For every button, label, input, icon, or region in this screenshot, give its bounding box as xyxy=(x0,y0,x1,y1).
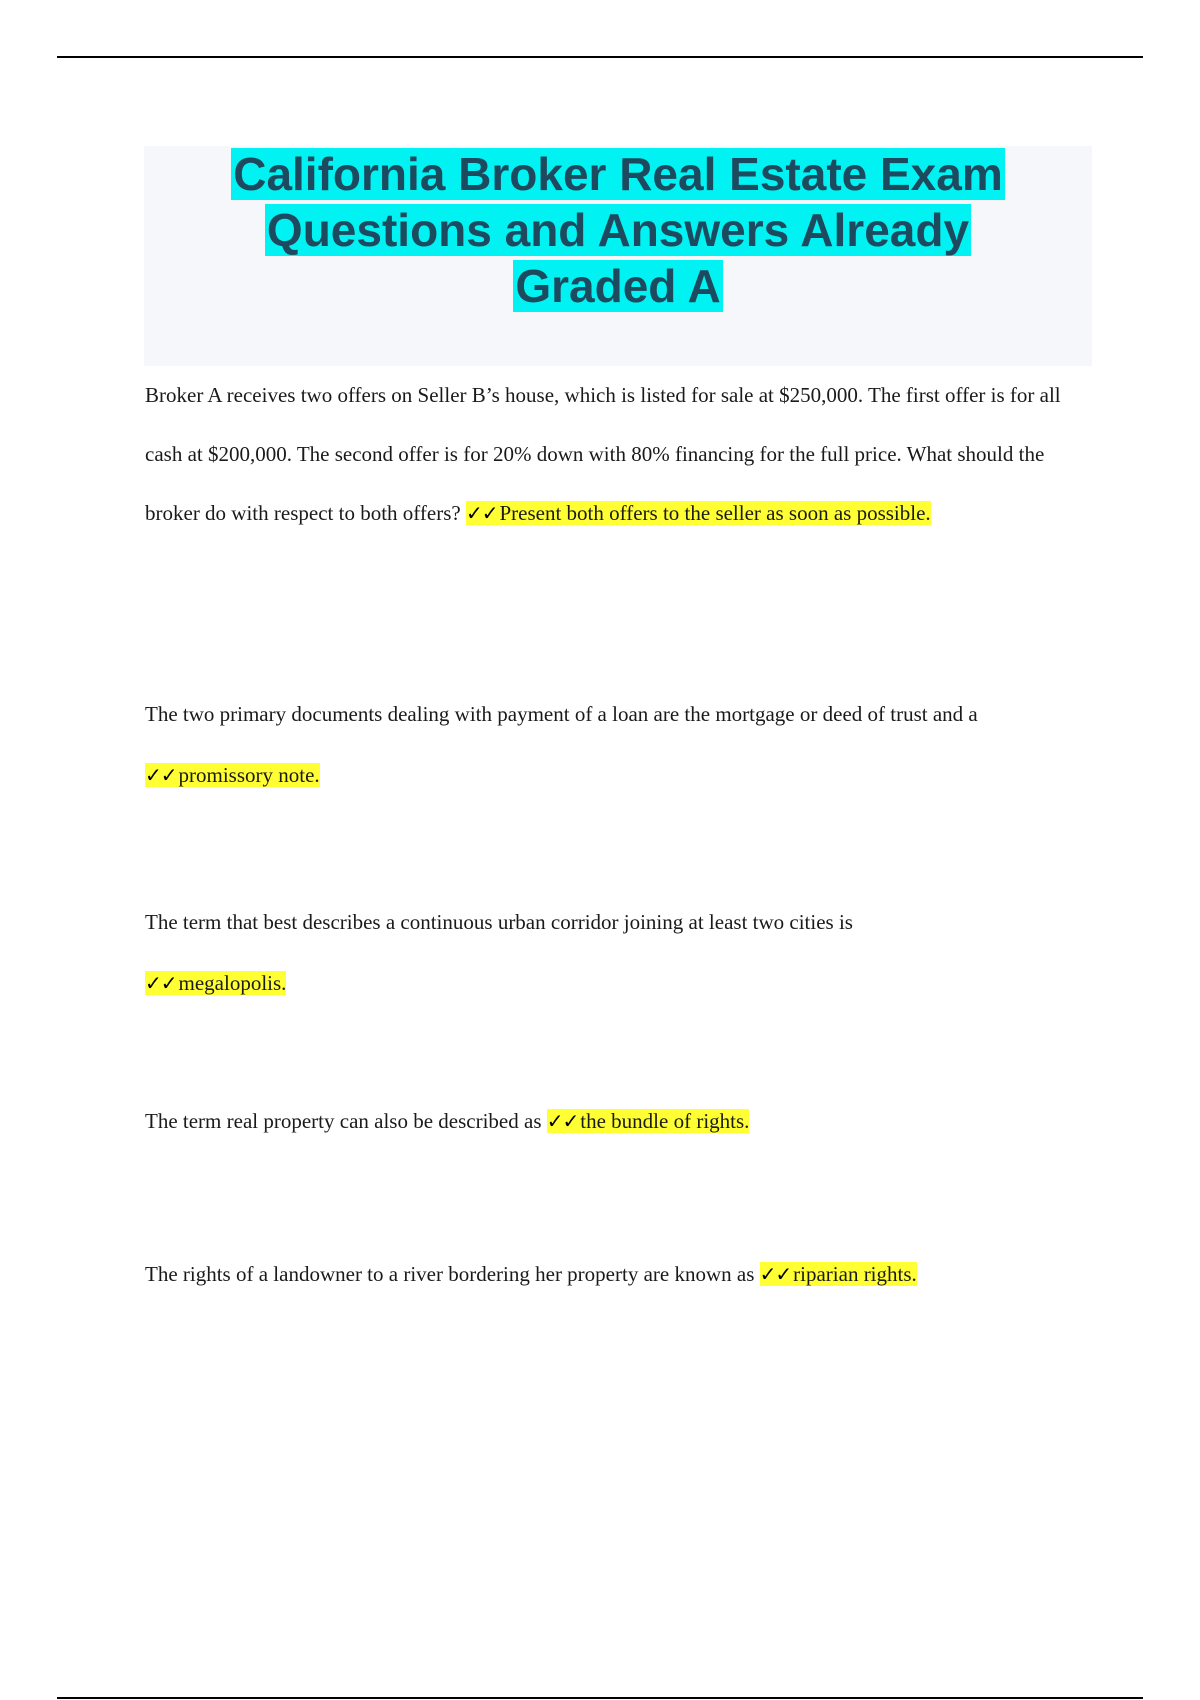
qa-item-2 xyxy=(145,684,1095,806)
answer-highlight xyxy=(145,971,286,995)
double-check-icon: ✓✓ xyxy=(145,763,177,787)
answer-text: the bundle of rights. xyxy=(580,1109,750,1133)
qa-item-1 xyxy=(145,366,1095,543)
document-title xyxy=(144,146,1092,314)
answer-highlight xyxy=(145,763,320,787)
double-check-icon: ✓✓ xyxy=(759,1262,792,1286)
answer-highlight xyxy=(547,1109,750,1133)
title-line-3: Graded A xyxy=(515,260,721,312)
double-check-icon: ✓✓ xyxy=(145,971,177,995)
title-line-1: California Broker Real Estate Exam xyxy=(233,148,1003,200)
qa-item-4 xyxy=(145,1094,1095,1148)
question-text: The two primary documents dealing with payment of a loan are the mortgage or deed of trust and a xyxy=(145,702,978,726)
title-block xyxy=(144,146,1092,366)
answer-text: Present both offers to the seller as soon as possible. xyxy=(499,501,931,525)
qa-item-3 xyxy=(145,892,1095,1014)
top-divider xyxy=(57,56,1143,58)
title-line-2: Questions and Answers Already xyxy=(266,204,970,256)
double-check-icon: ✓✓ xyxy=(546,1109,579,1133)
answer-text: megalopolis. xyxy=(178,971,287,995)
qa-item-5 xyxy=(145,1247,1095,1301)
question-text: The term that best describes a continuous urban corridor joining at least two cities is xyxy=(145,910,853,934)
bottom-divider xyxy=(57,1697,1143,1699)
answer-highlight xyxy=(760,1262,917,1286)
answer-highlight xyxy=(466,501,931,525)
double-check-icon: ✓✓ xyxy=(465,501,498,525)
question-text: The rights of a landowner to a river bordering her property are known as xyxy=(145,1262,755,1286)
question-text: The term real property can also be described as xyxy=(145,1109,542,1133)
answer-text: promissory note. xyxy=(178,763,320,787)
answer-text: riparian rights. xyxy=(793,1262,917,1286)
question-text: Broker A receives two offers on Seller B’s house, which is listed for sale at $250,000. The first offer is for all cash at $200,000. The second offer is for 20% down with 80% financing for the full price. What should the broker do with respect to both offers? xyxy=(145,383,1061,525)
